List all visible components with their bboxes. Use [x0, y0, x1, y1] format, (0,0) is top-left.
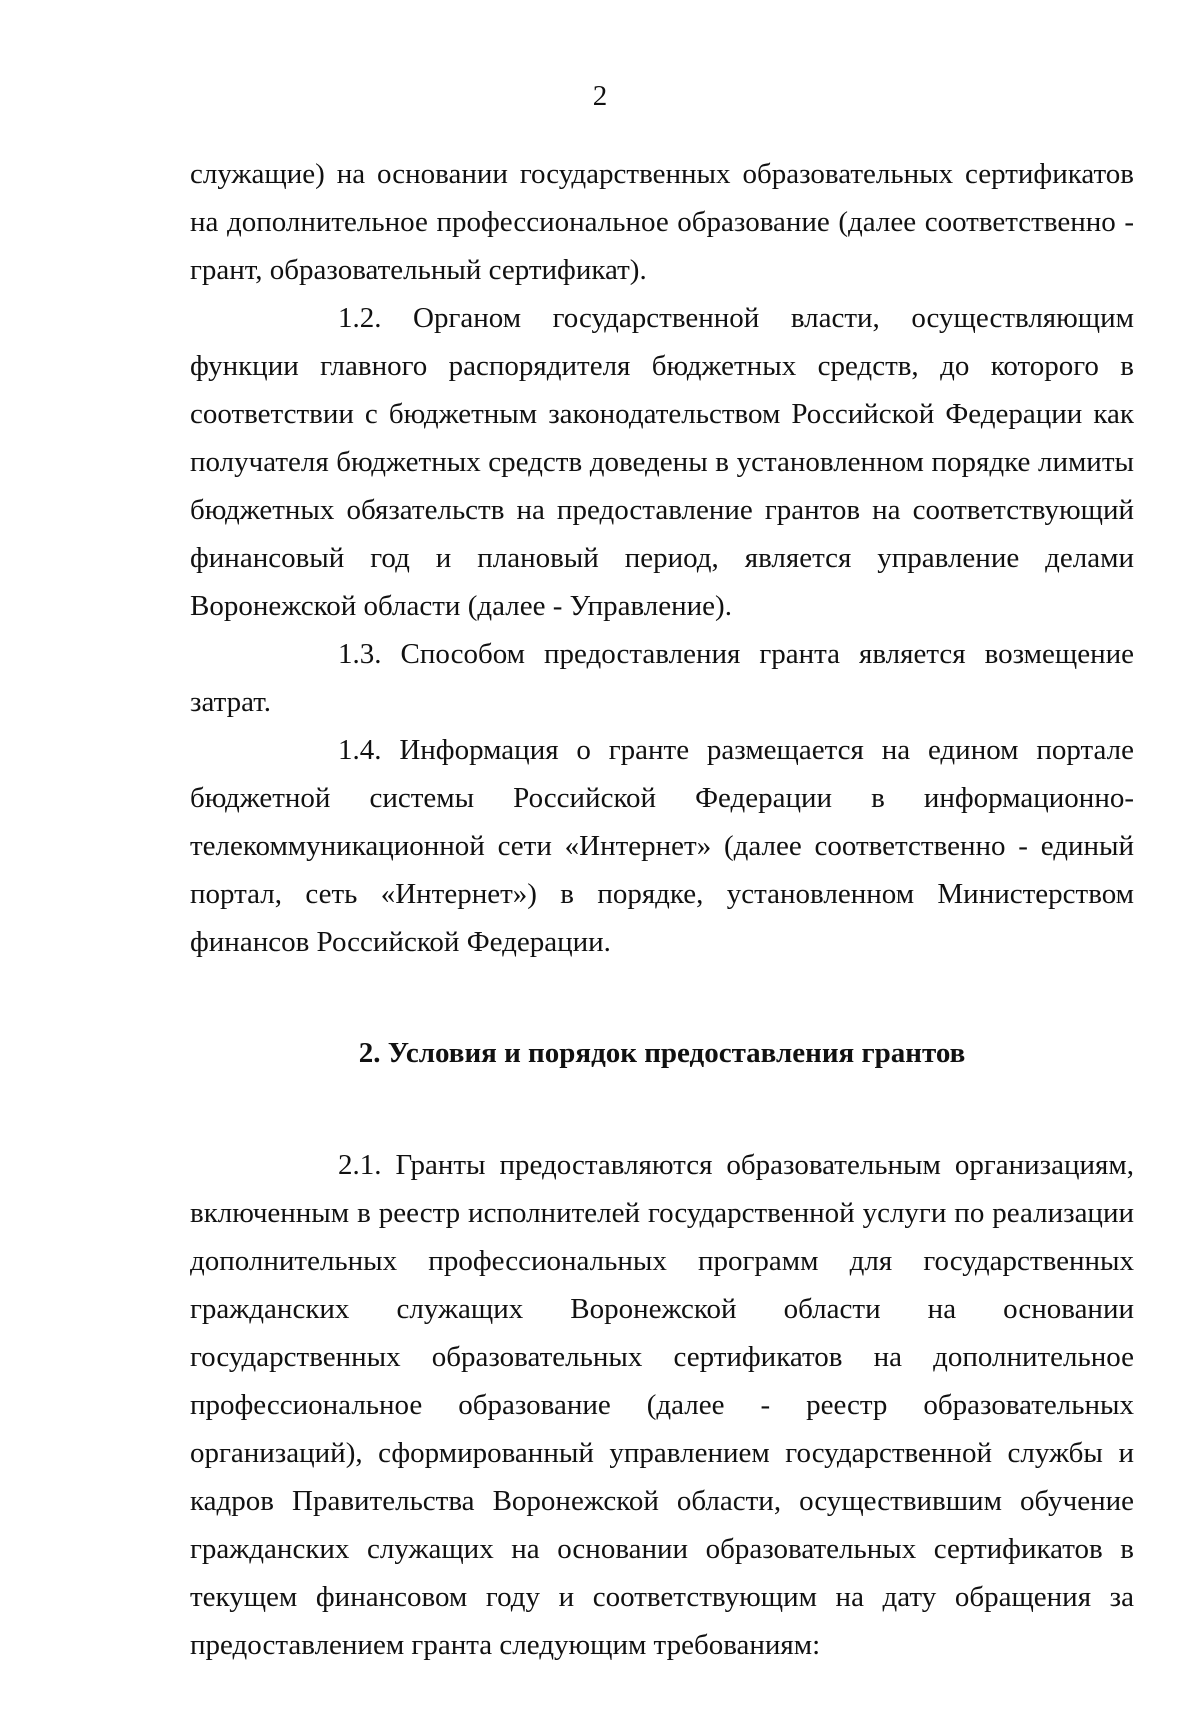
paragraph-text: Органом государственной власти, осуществляющим функции главного распорядителя бюджетных средств, до которого в соответствии с бюджетным законодательством Российской Федерации как получателя бюджетных средств доведены в установленном порядке лимиты бюджетных обязательств на предоставление грантов на соответствующий финансовый год и плановый период, является управление делами Воронежской области (далее - Управление).	[190, 302, 1134, 622]
paragraph-2-1	[190, 1141, 1134, 1669]
section-heading: 2. Условия и порядок предоставления грантов	[358, 1037, 966, 1069]
page-number: 2	[592, 80, 608, 112]
paragraph-1-3	[190, 630, 1134, 726]
paragraph-text: Информация о гранте размещается на едином портале бюджетной системы Российской Федерации в информационно-телекоммуникационной сети «Интернет» (далее соответственно - единый портал, сеть «Интернет») в порядке, установленном Министерством финансов Российской Федерации.	[190, 734, 1134, 958]
paragraph-number: 1.3.	[338, 638, 382, 670]
paragraph-1-2	[190, 294, 1134, 630]
paragraph-number: 1.4.	[338, 734, 382, 766]
paragraph-number: 2.1.	[338, 1149, 382, 1181]
paragraph-text: Гранты предоставляются образовательным организациям, включенным в реестр исполнителей государственной услуги по реализации дополнительных профессиональных программ для государственных гражданских служащих Воронежской области на основании государственных образовательных сертификатов на дополнительное профессиональное образование (далее - реестр образовательных организаций), сформированный управлением государственной службы и кадров Правительства Воронежской области, осуществившим обучение гражданских служащих на основании образовательных сертификатов в текущем финансовом году и соответствующим на дату обращения за предоставлением гранта следующим требованиям:	[190, 1149, 1134, 1661]
document-body	[190, 150, 1134, 1669]
paragraph-continuation: служащие) на основании государственных образовательных сертификатов на дополнительное профессиональное образование (далее соответственно - грант, образовательный сертификат).	[190, 158, 1134, 286]
paragraph-text: Способом предоставления гранта является возмещение затрат.	[190, 638, 1134, 718]
paragraph-1-4	[190, 726, 1134, 966]
paragraph-number: 1.2.	[338, 302, 382, 334]
